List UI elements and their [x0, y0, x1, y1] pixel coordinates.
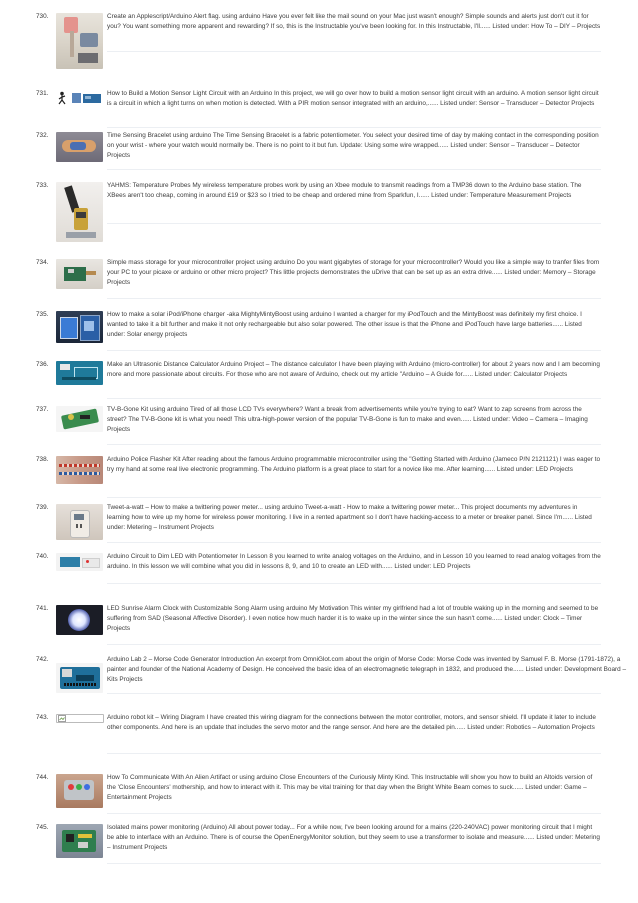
separator — [107, 863, 601, 864]
item-description[interactable]: Isolated mains power monitoring (Arduino) All about power today... For a while now, I've been looking around for a mains (220-240VAC) power monitoring circuit that I might be able to interface with an Arduino. There is of course the OpenEnergyMonitor solution, but they seem to use a transformer to isolate and measure...... Listed under: Metering – Instrument Projects — [107, 824, 600, 852]
motion-sensor-icon[interactable] — [56, 91, 103, 105]
item-number: 742. — [36, 656, 49, 663]
separator — [107, 753, 601, 754]
police-flasher-photo[interactable] — [56, 456, 103, 484]
item-number: 741. — [36, 605, 49, 612]
item-number: 733. — [36, 182, 49, 189]
power-monitor-photo[interactable] — [56, 824, 103, 858]
tweet-a-watt-photo[interactable] — [56, 504, 103, 540]
item-number: 744. — [36, 774, 49, 781]
item-number: 734. — [36, 259, 49, 266]
item-description[interactable]: Arduino Lab 2 – Morse Code Generator Introduction An excerpt from OmniGlot.com about the origin of Morse Code: Morse Code was invented by Samuel F. B. Morse (1791-1872), a painter and founder of the National Academy of Design. He conceived the basic idea of an electromagnetic telegraph in 1832, and produced the...... Listed under: Development Board – Kits Projects — [107, 656, 627, 684]
item-number: 737. — [36, 406, 49, 413]
separator — [107, 444, 601, 445]
separator — [107, 223, 601, 224]
item-description[interactable]: Tweet-a-watt – How to make a twittering power meter... using arduino Tweet-a-watt - How to make a twittering power meter... This project documents my adventures in learning how to wire up my home for wireless power monitoring. I live in a rented apartment so I don't have hacking-access to a meter or breaker panel. Since I'm...... Listed under: Metering – Instrument Projects — [107, 504, 592, 532]
item-number: 745. — [36, 824, 49, 831]
led-dim-circuit-photo[interactable] — [56, 553, 103, 571]
separator — [107, 298, 601, 299]
item-description[interactable]: YAHMS: Temperature Probes My wireless temperature probes work by using an Xbee module to transmit readings from a TMP36 down to the Arduino base station. The XBees aren't too cheap, coming in around £19 or $23 so I tried to be cheap and ordered mine from Sparkfun, I...... Listed under: Temperature Measurement Projects — [107, 182, 582, 200]
item-description[interactable]: LED Sunrise Alarm Clock with Customizable Song Alarm using arduino My Motivation This winter my girlfriend had a lot of trouble waking up in the morning and seemed to be suffering from SAD (Seasonal Affective Disorder). I even notice how much harder it is to wake up in the winter since the sun hasn't come...... Listed under: Clock – Timer Projects — [107, 605, 599, 633]
alert-flag-photo[interactable] — [56, 13, 103, 69]
item-description[interactable]: How to make a solar iPod/iPhone charger -aka MightyMintyBoost using arduino I wanted a charger for my iPodTouch and the MintyBoost was definitely my first choice. I wanted to take it a bit further and make it not only rechargeable but also solar powered. The other issue is that the iPhone and iPodTouch have large batteries...... Listed under: Solar energy projects — [107, 311, 582, 339]
item-number: 740. — [36, 553, 49, 560]
item-number: 739. — [36, 504, 49, 511]
separator — [107, 127, 601, 128]
item-description[interactable]: Arduino robot kit – Wiring Diagram I have created this wiring diagram for the connections between the motor controller, motors, and sensor shield. I'll update it later to include other components. And here is an update that includes the servo motor and the range sensor. And here are the detailed pin...... Listed under: Robotics – Automation Projects — [107, 714, 596, 732]
item-number: 730. — [36, 13, 49, 20]
separator — [107, 169, 601, 170]
temperature-probe-photo[interactable] — [56, 182, 103, 242]
separator — [107, 583, 601, 584]
item-number: 731. — [36, 90, 49, 97]
item-description[interactable]: TV-B-Gone Kit using arduino Tired of all those LCD TVs everywhere? Want a break from advertisements while you're trying to eat? Want to zap screens from across the street? The TV-B-Gone kit is what you need! This ultra-high-power version of the popular TV-B-Gone is fun to make and even...... Listed under: Video – Camera – Imaging Projects — [107, 406, 588, 434]
tv-b-gone-board-photo[interactable] — [56, 406, 103, 432]
item-description[interactable]: Simple mass storage for your microcontroller project using arduino Do you want gigabytes of storage for your microcontroller? Would you like a simple way to tranfer files from your PC to your picaxe or arduino or other micro project? This little projects demonstrates the uDrive that can be set up as an extra drive...... Listed under: Memory – Storage Projects — [107, 259, 600, 287]
item-number: 743. — [36, 714, 49, 721]
item-number: 732. — [36, 132, 49, 139]
morse-code-arduino-photo[interactable] — [56, 663, 103, 693]
item-description[interactable]: How to Build a Motion Sensor Light Circuit with an Arduino In this project, we will go over how to build a motion sensor light circuit with an arduino. A motion sensor light circuit is a circuit in which a light turns on when motion is detected. With a PIR motion sensor integrated with an arduino,...... Listed under: Sensor – Transducer – Detector Projects — [107, 90, 599, 108]
item-description[interactable]: Create an Applescript/Arduino Alert flag. using arduino Have you ever felt like the mail sound on your Mac just wasn't enough? Simple sounds and alerts just don't cut it for you? You want something more apparent and rewarding? If so, this is the Instructable you've been looking for. In this Instructable, I'll...... Listed under: How To – DIY – Projects — [107, 13, 601, 31]
item-number: 736. — [36, 361, 49, 368]
arduino-board-photo[interactable] — [56, 361, 103, 385]
separator — [107, 51, 601, 52]
separator — [107, 813, 601, 814]
item-description[interactable]: Make an Ultrasonic Distance Calculator Arduino Project – The distance calculator I have been playing with Arduino (micro-controller) for about 2 years now and I am becoming more and more passionate about circuits. For those who are not aware of Arduino, check out my article "Arduino – A Guide for...... Listed under: Calculator Projects — [107, 361, 600, 379]
solar-charger-photo[interactable] — [56, 311, 103, 343]
item-number: 735. — [36, 311, 49, 318]
udrive-photo[interactable] — [56, 259, 103, 289]
broken-image-icon[interactable] — [56, 714, 104, 723]
item-number: 738. — [36, 456, 49, 463]
item-description[interactable]: Arduino Circuit to Dim LED with Potentiometer In Lesson 8 you learned to write analog voltages on the Arduino, and in Lesson 10 you learned to read analog voltages from the arduino. In this lesson we will combine what you did in lessons 8, 9, and 10 to create an LED with...... Listed under: LED Projects — [107, 553, 601, 571]
item-description[interactable]: Time Sensing Bracelet using arduino The Time Sensing Bracelet is a fabric potentiometer. You select your desired time of day by making contact in the corresponding position on your wrist - where your watch would normally be. There is no point to it but fun. Update: Using some wire wrapped...... Listed under: Sensor – Transducer – Detector Projects — [107, 132, 599, 160]
bracelet-photo[interactable] — [56, 132, 103, 162]
separator — [107, 644, 601, 645]
separator — [107, 542, 601, 543]
item-description[interactable]: How To Communicate With An Alien Artifact or using arduino Close Encounters of the Curiously Minty Kind. This Instructable will show you how to build an Altoids version of the 'Close Encounters' mothership, and how to interact with it. This may be vital training for that day when the Bright White Beam comes to suck...... Listed under: Game – Entertainment Projects — [107, 774, 593, 802]
separator — [107, 398, 601, 399]
separator — [107, 693, 601, 694]
separator — [107, 350, 601, 351]
separator — [107, 497, 601, 498]
item-description[interactable]: Arduino Police Flasher Kit After reading about the famous Arduino programmable microcontroller using the "Getting Started with Arduino (Jameco P/N 2121121) I was eager to try my hand at some real live electronic programming. The Arduino platform is a great place to start for a novice like me. After learning...... Listed under: LED Projects — [107, 456, 601, 474]
sunrise-clock-photo[interactable] — [56, 605, 103, 635]
alien-artifact-photo[interactable] — [56, 774, 103, 808]
